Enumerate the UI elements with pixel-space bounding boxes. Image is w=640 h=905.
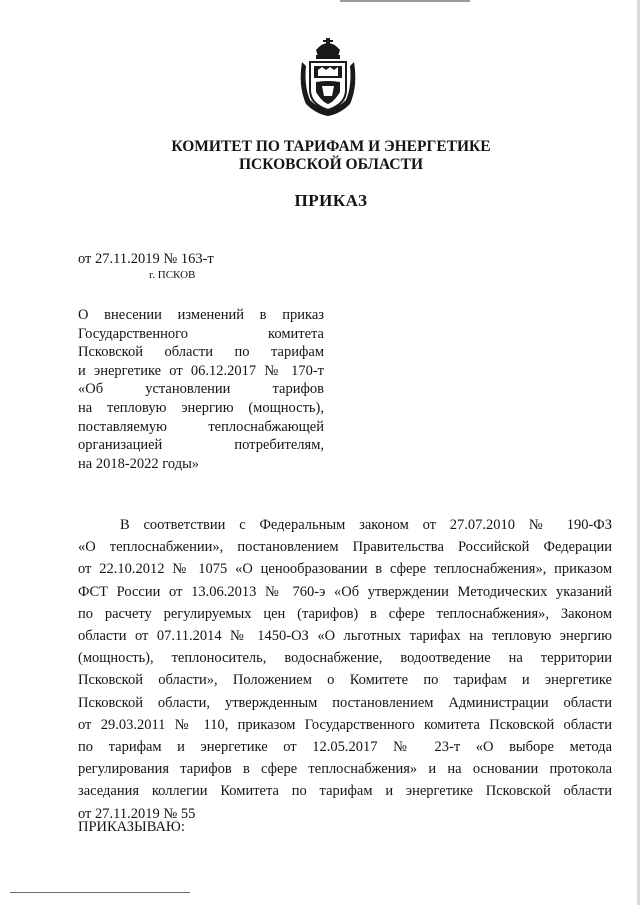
subject-line: Псковской области по тарифам: [78, 344, 324, 361]
body-line: от 27.11.2019 № 55: [78, 805, 196, 822]
document-type: ПРИКАЗ: [294, 191, 368, 210]
subject-line: и энергетике от 06.12.2017 № 170-т: [78, 362, 324, 379]
document-date-number: от 27.11.2019 № 163-т: [78, 251, 214, 267]
subject-line: на тепловую энергию (мощность),: [78, 399, 324, 416]
subject-line: организацией потребителям,: [78, 437, 324, 454]
organization-name-line2: ПСКОВСКОЙ ОБЛАСТИ: [238, 156, 423, 173]
body-line: заседания коллегии Комитета по тарифам и энергетике Псковской области: [78, 783, 612, 800]
subject-line: на 2018-2022 годы»: [78, 455, 200, 472]
body-line: по расчету регулируемых цен (тарифов) в сфере теплоснабжения», Законом: [78, 605, 612, 622]
body-line: (мощность), теплоноситель, водоснабжение, водоотведение на территории: [78, 650, 612, 667]
body-line: Псковской области», Положением о Комитете по тарифам и энергетике: [78, 672, 612, 689]
body-line: по тарифам и энергетике от 12.05.2017 № 23-т «О выборе метода: [78, 739, 612, 756]
body-line: области от 07.11.2014 № 1450-ОЗ «О льготных тарифах на тепловую энергию: [78, 628, 612, 645]
order-directive: ПРИКАЗЫВАЮ:: [78, 819, 185, 835]
body-line: Псковской области, утвержденным постановлением Администрации области: [78, 694, 612, 711]
document-subject: [78, 306, 324, 473]
body-line: от 29.03.2011 № 110, приказом Государственного комитета Псковской области: [78, 716, 612, 733]
body-line: В соответствии с Федеральным законом от 27.07.2010 № 190-ФЗ: [120, 517, 612, 533]
body-line: регулирования тарифов в сфере теплоснабжения» и на основании протокола: [78, 761, 612, 778]
scan-artifact-bottom: [10, 892, 190, 893]
body-line: от 22.10.2012 № 1075 «О ценообразовании в сфере теплоснабжения», приказом: [78, 561, 612, 578]
organization-name: [0, 138, 640, 174]
document-city: г. ПСКОВ: [149, 269, 196, 281]
body-line: ФСТ России от 13.06.2013 № 760-э «Об утверждении Методических указаний: [78, 583, 612, 600]
body-line: «О теплоснабжении», постановлением Правительства Российской Федерации: [78, 539, 612, 556]
subject-line: О внесении изменений в приказ: [78, 307, 324, 323]
subject-line: Государственного комитета: [78, 325, 324, 342]
coat-of-arms-icon: [296, 36, 360, 118]
scan-artifact-top: [340, 0, 470, 2]
subject-line: «Об установлении тарифов: [78, 381, 324, 398]
document-body: [78, 514, 612, 825]
organization-name-line1: КОМИТЕТ ПО ТАРИФАМ И ЭНЕРГЕТИКЕ: [171, 138, 491, 155]
subject-line: поставляемую теплоснабжающей: [78, 418, 324, 435]
